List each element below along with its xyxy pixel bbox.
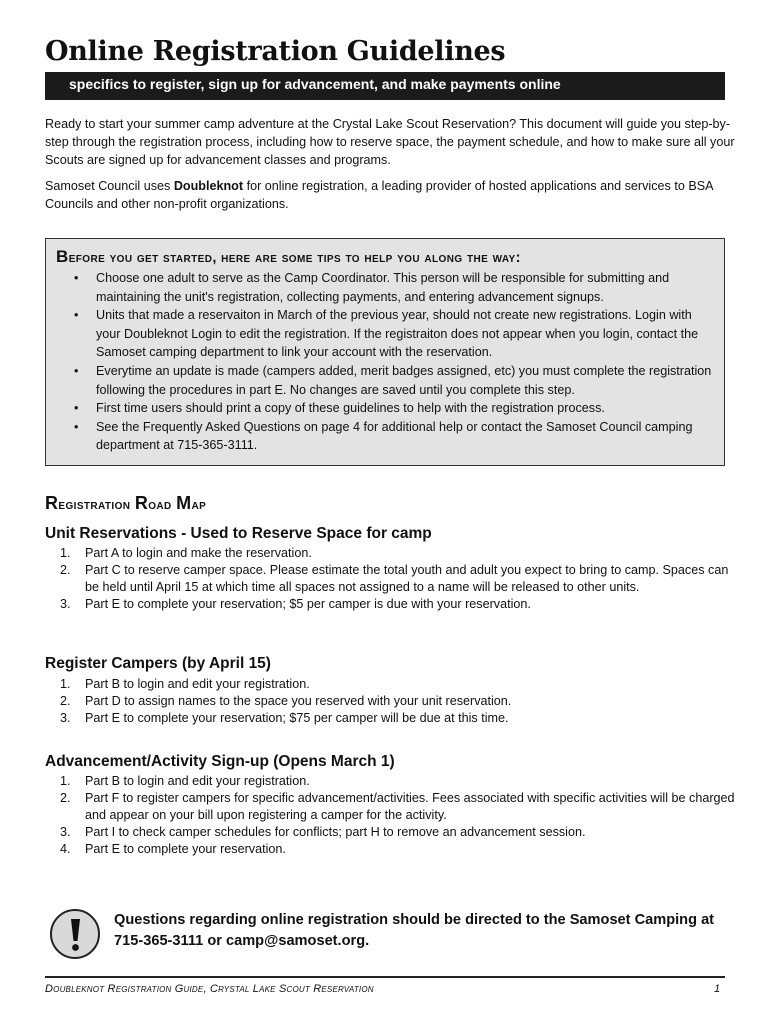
heading-initial: M — [176, 493, 192, 513]
tip-item: • First time users should print a copy of these guidelines to help with the registration process. — [68, 399, 713, 418]
heading-initial: R — [134, 493, 149, 513]
step-item — [45, 545, 735, 562]
register-campers-steps — [45, 676, 735, 727]
heading-text: egistration — [58, 497, 135, 513]
step-number: 1. — [60, 774, 71, 788]
step-number: 1. — [60, 677, 71, 691]
step-item — [45, 676, 735, 693]
step-number: 2. — [60, 563, 71, 577]
step-item — [45, 824, 735, 841]
footer-title: Doubleknot Registration Guide, Crystal Lake Scout Reservation — [45, 983, 374, 995]
step-text: Part I to check camper schedules for conflicts; part H to remove an advancement session. — [85, 825, 586, 839]
advancement-signup-steps — [45, 773, 735, 858]
step-number: 1. — [60, 546, 71, 560]
step-number: 3. — [60, 711, 71, 725]
step-text: Part A to login and make the reservation. — [85, 546, 312, 560]
step-text: Part D to assign names to the space you reserved with your unit reservation. — [85, 694, 512, 708]
step-item — [45, 693, 735, 710]
tips-box — [45, 238, 725, 466]
roadmap-heading — [45, 493, 206, 514]
step-text: Part B to login and edit your registration. — [85, 774, 310, 788]
subtitle-bar — [45, 72, 725, 100]
callout-text: Questions regarding online registration should be directed to the Samoset Camping at 715-365-3111 or camp@samoset.org. — [114, 912, 715, 949]
intro-paragraph-1: Ready to start your summer camp adventure at the Crystal Lake Scout Reservation? This document will guide you step-by-step through the registration process, including how to reserve space, the payment schedule, and how to make sure all your Scouts are signed up for advancement classes and programs. — [45, 117, 735, 167]
unit-reservations-heading: Unit Reservations - Used to Reserve Space for camp — [45, 525, 432, 542]
heading-text: ap — [191, 497, 207, 513]
step-item — [45, 773, 735, 790]
page-title: Online Registration Guidelines — [45, 36, 506, 67]
page-number: 1 — [714, 983, 721, 995]
step-text: Part B to login and edit your registration. — [85, 677, 310, 691]
step-number: 2. — [60, 694, 71, 708]
tips-heading-text: efore you get started, here are some tips to help you along the way: — [68, 250, 521, 266]
step-number: 3. — [60, 825, 71, 839]
intro-text: for online registration, a leading provider of hosted applications and services to BSA Councils and other non-profit organizations. — [45, 179, 713, 211]
step-number: 3. — [60, 597, 71, 611]
advancement-signup-heading: Advancement/Activity Sign-up (Opens March 1) — [45, 753, 395, 770]
unit-reservations-steps — [45, 545, 735, 613]
step-number: 2. — [60, 791, 71, 805]
step-text: Part E to complete your reservation; $5 per camper is due with your reservation. — [85, 597, 531, 611]
tip-item: • Choose one adult to serve as the Camp Coordinator. This person will be responsible for submitting and maintaining the unit's registration, collecting payments, and entering advancement signups. — [68, 269, 713, 306]
tips-heading-initial: B — [56, 247, 69, 266]
tips-heading — [56, 247, 521, 267]
footer-divider — [45, 976, 725, 978]
subtitle-text: specifics to register, sign up for advancement, and make payments online — [69, 76, 561, 92]
step-item — [45, 790, 735, 824]
tip-item: • Units that made a reservaiton in March of the previous year, should not create new registrations. Login with your Doubleknot Login to edit the registration. If the registraiton does not appear when you login, contact the Samoset camping department to link your account with the reservation. — [68, 306, 713, 362]
heading-initial: R — [45, 493, 59, 513]
tip-item: • Everytime an update is made (campers added, merit badges assigned, etc) you must complete the registration following the procedures in part E. No changes are saved until you complete this step. — [68, 362, 713, 399]
doubleknot-name: Doubleknot — [173, 179, 244, 193]
register-campers-heading: Register Campers (by April 15) — [45, 655, 271, 672]
intro-paragraph-2 — [45, 177, 735, 213]
tips-list — [68, 269, 713, 455]
step-number: 4. — [60, 842, 71, 856]
step-text: Part E to complete your reservation; $75 per camper will be due at this time. — [85, 711, 509, 725]
heading-text: oad — [148, 497, 177, 513]
tip-item: • See the Frequently Asked Questions on page 4 for additional help or contact the Samoset Council camping department at 715-365-3111. — [68, 418, 713, 455]
step-text: Part C to reserve camper space. Please estimate the total youth and adult you expect to bring to camp. Spaces can be held until April 15 at which time all spaces not assigned to a name will be released to other units. — [85, 563, 729, 594]
step-text: Part E to complete your reservation. — [85, 842, 286, 856]
step-item — [45, 710, 735, 727]
exclamation-icon — [50, 909, 100, 959]
step-item — [45, 596, 735, 613]
contact-callout — [50, 905, 740, 965]
intro-text: Samoset Council uses — [45, 179, 174, 193]
step-item — [45, 562, 735, 596]
step-text: Part F to register campers for specific advancement/activities. Fees associated with specific activities will be charged and appear on your bill upon registering a camper for the activity. — [85, 791, 735, 822]
step-item — [45, 841, 735, 858]
